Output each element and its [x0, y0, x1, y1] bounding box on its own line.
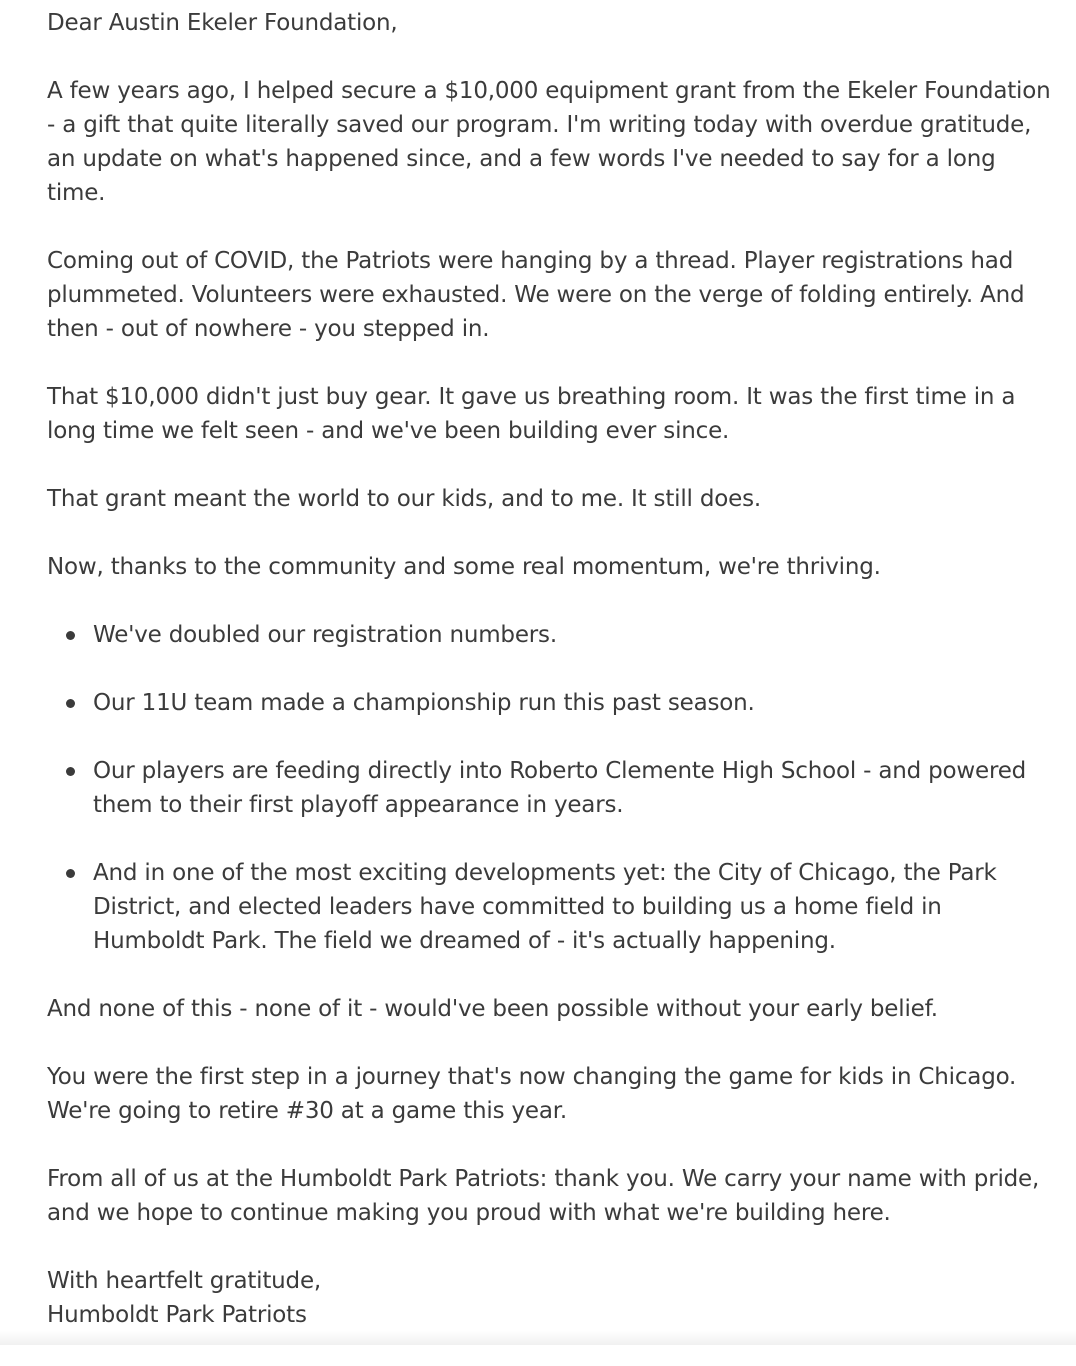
bottom-fade [0, 1331, 1076, 1345]
list-item [93, 856, 1057, 958]
bullet-icon [66, 631, 75, 640]
paragraph-thriving: Now, thanks to the community and some real momentum, we're thriving. [47, 554, 881, 580]
bullet-icon [66, 699, 75, 708]
achievements-list [47, 618, 1057, 958]
list-item [93, 618, 1057, 652]
letter-body [47, 6, 1057, 1366]
bullet-icon [66, 767, 75, 776]
paragraph-early-belief: And none of this - none of it - would've been possible without your early belief. [47, 996, 938, 1022]
signature: Humboldt Park Patriots [47, 1302, 307, 1328]
paragraph-grant-impact: That $10,000 didn't just buy gear. It gave us breathing room. It was the first time in a long time we felt seen - and we've been building ever since. [47, 384, 1016, 444]
salutation: Dear Austin Ekeler Foundation, [47, 10, 398, 36]
paragraph-intro: A few years ago, I helped secure a $10,000 equipment grant from the Ekeler Foundation - a gift that quite literally saved our program. I'm writing today with overdue gratitude, an update on what's happened since, and a few words I've needed to say for a long time. [47, 78, 1051, 206]
bullet-icon [66, 869, 75, 878]
list-item [93, 754, 1057, 822]
paragraph-meant-the-world: That grant meant the world to our kids, and to me. It still does. [47, 486, 761, 512]
signoff-block [47, 1264, 1057, 1332]
signoff: With heartfelt gratitude, [47, 1268, 322, 1294]
list-item-text: We've doubled our registration numbers. [93, 622, 557, 648]
list-item-text: Our players are feeding directly into Roberto Clemente High School - and powered them to their first playoff appearance in years. [93, 758, 1027, 818]
paragraph-covid: Coming out of COVID, the Patriots were hanging by a thread. Player registrations had plummeted. Volunteers were exhausted. We were on the verge of folding entirely. And then - out of nowhere - you stepped in. [47, 248, 1025, 342]
list-item-text: Our 11U team made a championship run this past season. [93, 690, 755, 716]
list-item-text: And in one of the most exciting developments yet: the City of Chicago, the Park District, and elected leaders have committed to building us a home field in Humboldt Park. The field we dreamed of - it's actually happening. [93, 860, 997, 954]
paragraph-thank-you: From all of us at the Humboldt Park Patriots: thank you. We carry your name with pride, and we hope to continue making you proud with what we're building here. [47, 1166, 1040, 1226]
list-item [93, 686, 1057, 720]
paragraph-first-step: You were the first step in a journey that's now changing the game for kids in Chicago. We're going to retire #30 at a game this year. [47, 1064, 1017, 1124]
